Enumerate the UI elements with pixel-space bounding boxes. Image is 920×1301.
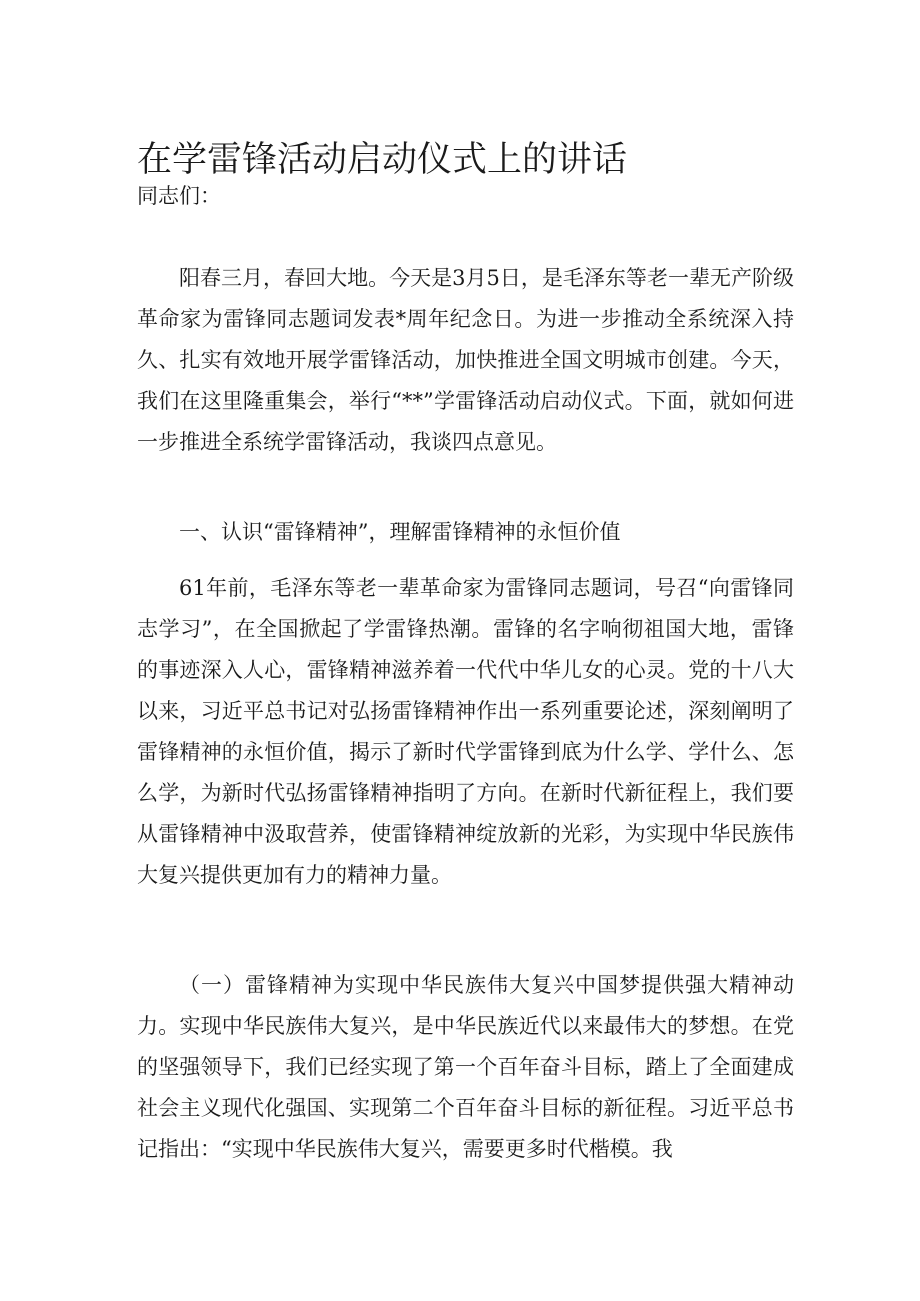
paragraph-section-1: 61年前，毛泽东等老一辈革命家为雷锋同志题词，号召“向雷锋同志学习”，在全国掀起了学雷锋热潮。雷锋的名字响彻祖国大地，雷锋的事迹深入人心，雷锋精神滋养着一代代中华儿女的心灵。党的十八大以来，习近平总书记对弘扬雷锋精神作出一系列重要论述，深刻阐明了雷锋精神的永恒价值，揭示了新时代学雷锋到底为什么学、学什么、怎么学，为新时代弘扬雷锋精神指明了方向。在新时代新征程上，我们要从雷锋精神中汲取营养，使雷锋精神绽放新的光彩，为实现中华民族伟大复兴提供更加有力的精神力量。 <box>137 576 794 887</box>
section-heading-1: 一、认识“雷锋精神”，理解雷锋精神的永恒价值 <box>179 520 621 544</box>
document-title: 在学雷锋活动启动仪式上的讲话 <box>137 140 628 180</box>
salutation: 同志们： <box>137 184 221 208</box>
paragraph-subsection-1: （一）雷锋精神为实现中华民族伟大复兴中国梦提供强大精神动力。实现中华民族伟大复兴，是中华民族近代以来最伟大的梦想。在党的坚强领导下，我们已经实现了第一个百年奋斗目标，踏上了全面建成社会主义现代化强国、实现第二个百年奋斗目标的新征程。习近平总书记指出：“实现中华民族伟大复兴，需要更多时代楷模。我 <box>137 973 794 1161</box>
paragraph-intro: 阳春三月，春回大地。今天是3月5日，是毛泽东等老一辈无产阶级革命家为雷锋同志题词发表*周年纪念日。为进一步推动全系统深入持久、扎实有效地开展学雷锋活动，加快推进全国文明城市创建。今天，我们在这里隆重集会，举行“**”学雷锋活动启动仪式。下面，就如何进一步推进全系统学雷锋活动，我谈四点意见。 <box>137 266 794 454</box>
